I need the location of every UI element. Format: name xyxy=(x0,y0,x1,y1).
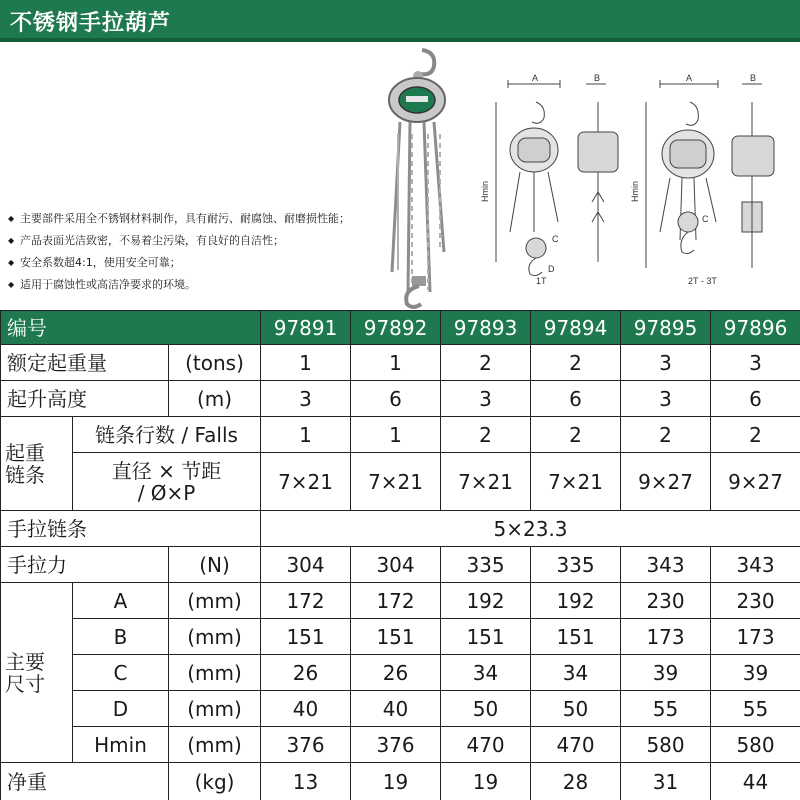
value-cell: 7×21 xyxy=(531,453,621,511)
value-cell: 151 xyxy=(351,619,441,655)
page-title: 不锈钢手拉葫芦 xyxy=(10,11,172,36)
value-cell: 230 xyxy=(711,583,800,619)
model-cell: 97892 xyxy=(351,311,441,345)
value-cell: 6 xyxy=(351,381,441,417)
table-row-dim-b xyxy=(1,619,800,655)
value-cell: 55 xyxy=(711,691,800,727)
table-row-hand-chain xyxy=(1,511,800,547)
unit-cell: (m) xyxy=(169,381,261,417)
value-cell: 343 xyxy=(711,547,800,583)
diamond-bullet-icon: ◆ xyxy=(8,258,15,267)
caption-1t: 1T xyxy=(536,276,547,286)
feature-item: ◆ 适用于腐蚀性或高洁净要求的环境。 xyxy=(8,274,388,296)
value-cell: 34 xyxy=(531,655,621,691)
diamond-bullet-icon: ◆ xyxy=(8,236,15,245)
unit-cell: (kg) xyxy=(169,763,261,800)
value-cell: 19 xyxy=(351,763,441,800)
spec-table xyxy=(0,310,800,800)
dim-name: Hmin xyxy=(73,727,169,763)
value-cell: 3 xyxy=(621,345,711,381)
value-cell: 50 xyxy=(531,691,621,727)
dim-label-hmin: Hmin xyxy=(480,180,490,202)
dim-name: B xyxy=(73,619,169,655)
value-cell: 192 xyxy=(531,583,621,619)
feature-list xyxy=(8,208,388,296)
row-label: 净重 xyxy=(1,763,169,800)
value-cell: 13 xyxy=(261,763,351,800)
dim-label-c: C xyxy=(552,234,559,244)
value-cell: 39 xyxy=(621,655,711,691)
value-cell: 3 xyxy=(261,381,351,417)
dim-name: D xyxy=(73,691,169,727)
value-cell: 470 xyxy=(531,727,621,763)
value-cell: 230 xyxy=(621,583,711,619)
model-cell: 97896 xyxy=(711,311,800,345)
value-cell: 2 xyxy=(621,417,711,453)
unit-cell: (mm) xyxy=(169,619,261,655)
value-cell: 7×21 xyxy=(261,453,351,511)
value-cell: 376 xyxy=(261,727,351,763)
feature-item: ◆ 安全系数超4:1，使用安全可靠； xyxy=(8,252,388,274)
dim-label-hmin-2: Hmin xyxy=(630,180,640,202)
table-row-net-weight xyxy=(1,763,800,800)
value-cell: 192 xyxy=(441,583,531,619)
unit-cell: (mm) xyxy=(169,691,261,727)
dim-name: C xyxy=(73,655,169,691)
value-cell: 172 xyxy=(261,583,351,619)
row-label: 额定起重量 xyxy=(1,345,169,381)
diamond-bullet-icon: ◆ xyxy=(8,280,15,289)
table-row-lift-height xyxy=(1,381,800,417)
value-cell: 34 xyxy=(441,655,531,691)
value-cell: 6 xyxy=(531,381,621,417)
model-cell: 97893 xyxy=(441,311,531,345)
caption-2t-3t: 2T - 3T xyxy=(688,276,717,286)
value-cell: 40 xyxy=(351,691,441,727)
value-cell: 2 xyxy=(531,417,621,453)
table-row-falls xyxy=(1,417,800,453)
value-cell: 3 xyxy=(441,381,531,417)
table-row-dim-a xyxy=(1,583,800,619)
dim-name: A xyxy=(73,583,169,619)
table-row-hand-pull xyxy=(1,547,800,583)
table-header-row xyxy=(1,311,800,345)
value-cell: 26 xyxy=(261,655,351,691)
value-cell: 580 xyxy=(711,727,800,763)
value-cell: 1 xyxy=(351,345,441,381)
row-label: 直径 × 节距 / Ø×P xyxy=(73,453,261,511)
dim-label-b-2: B xyxy=(750,73,757,83)
value-cell: 151 xyxy=(441,619,531,655)
value-cell: 3 xyxy=(621,381,711,417)
row-label: 起升高度 xyxy=(1,381,169,417)
value-cell: 9×27 xyxy=(621,453,711,511)
dim-label-c-2: C xyxy=(702,214,709,224)
dim-label-a-2: A xyxy=(686,73,693,83)
value-cell: 335 xyxy=(441,547,531,583)
value-cell: 3 xyxy=(711,345,800,381)
value-cell: 55 xyxy=(621,691,711,727)
value-cell: 44 xyxy=(711,763,800,800)
group-label-dimensions: 主要 尺寸 xyxy=(1,583,73,763)
dim-label-b: B xyxy=(594,73,601,83)
value-cell: 2 xyxy=(441,345,531,381)
table-row-chain-size xyxy=(1,453,800,511)
dimension-diagram xyxy=(480,72,798,288)
model-cell: 97895 xyxy=(621,311,711,345)
value-cell: 5×23.3 xyxy=(261,511,800,547)
value-cell: 40 xyxy=(261,691,351,727)
value-cell: 19 xyxy=(441,763,531,800)
value-cell: 50 xyxy=(441,691,531,727)
title-bar xyxy=(0,0,800,42)
dim-label-d: D xyxy=(548,264,555,274)
model-cell: 97891 xyxy=(261,311,351,345)
value-cell: 7×21 xyxy=(351,453,441,511)
row-label: 手拉链条 xyxy=(1,511,261,547)
unit-cell: (N) xyxy=(169,547,261,583)
value-cell: 580 xyxy=(621,727,711,763)
header-label: 编号 xyxy=(1,311,261,345)
table-row-dim-c xyxy=(1,655,800,691)
value-cell: 151 xyxy=(261,619,351,655)
value-cell: 39 xyxy=(711,655,800,691)
value-cell: 343 xyxy=(621,547,711,583)
feature-item: ◆ 产品表面光洁致密，不易着尘污染，有良好的自洁性； xyxy=(8,230,388,252)
unit-cell: (tons) xyxy=(169,345,261,381)
dimension-drawing xyxy=(480,72,798,288)
unit-cell: (mm) xyxy=(169,583,261,619)
value-cell: 2 xyxy=(531,345,621,381)
value-cell: 173 xyxy=(711,619,800,655)
value-cell: 28 xyxy=(531,763,621,800)
value-cell: 151 xyxy=(531,619,621,655)
row-label: 手拉力 xyxy=(1,547,169,583)
value-cell: 9×27 xyxy=(711,453,800,511)
table-row-dim-hmin xyxy=(1,727,800,763)
row-label: 链条行数 / Falls xyxy=(73,417,261,453)
value-cell: 26 xyxy=(351,655,441,691)
value-cell: 172 xyxy=(351,583,441,619)
value-cell: 2 xyxy=(441,417,531,453)
value-cell: 304 xyxy=(351,547,441,583)
value-cell: 2 xyxy=(711,417,800,453)
table-row-dim-d xyxy=(1,691,800,727)
value-cell: 470 xyxy=(441,727,531,763)
value-cell: 1 xyxy=(261,417,351,453)
value-cell: 31 xyxy=(621,763,711,800)
value-cell: 6 xyxy=(711,381,800,417)
value-cell: 1 xyxy=(261,345,351,381)
value-cell: 376 xyxy=(351,727,441,763)
value-cell: 7×21 xyxy=(441,453,531,511)
value-cell: 304 xyxy=(261,547,351,583)
dim-label-a: A xyxy=(532,73,539,83)
group-label-load-chain: 起重 链条 xyxy=(1,417,73,511)
value-cell: 173 xyxy=(621,619,711,655)
feature-item: ◆ 主要部件采用全不锈钢材料制作，具有耐污、耐腐蚀、耐磨损性能； xyxy=(8,208,388,230)
value-cell: 1 xyxy=(351,417,441,453)
table-row-rated-load xyxy=(1,345,800,381)
diamond-bullet-icon: ◆ xyxy=(8,214,15,223)
value-cell: 335 xyxy=(531,547,621,583)
model-cell: 97894 xyxy=(531,311,621,345)
unit-cell: (mm) xyxy=(169,727,261,763)
unit-cell: (mm) xyxy=(169,655,261,691)
